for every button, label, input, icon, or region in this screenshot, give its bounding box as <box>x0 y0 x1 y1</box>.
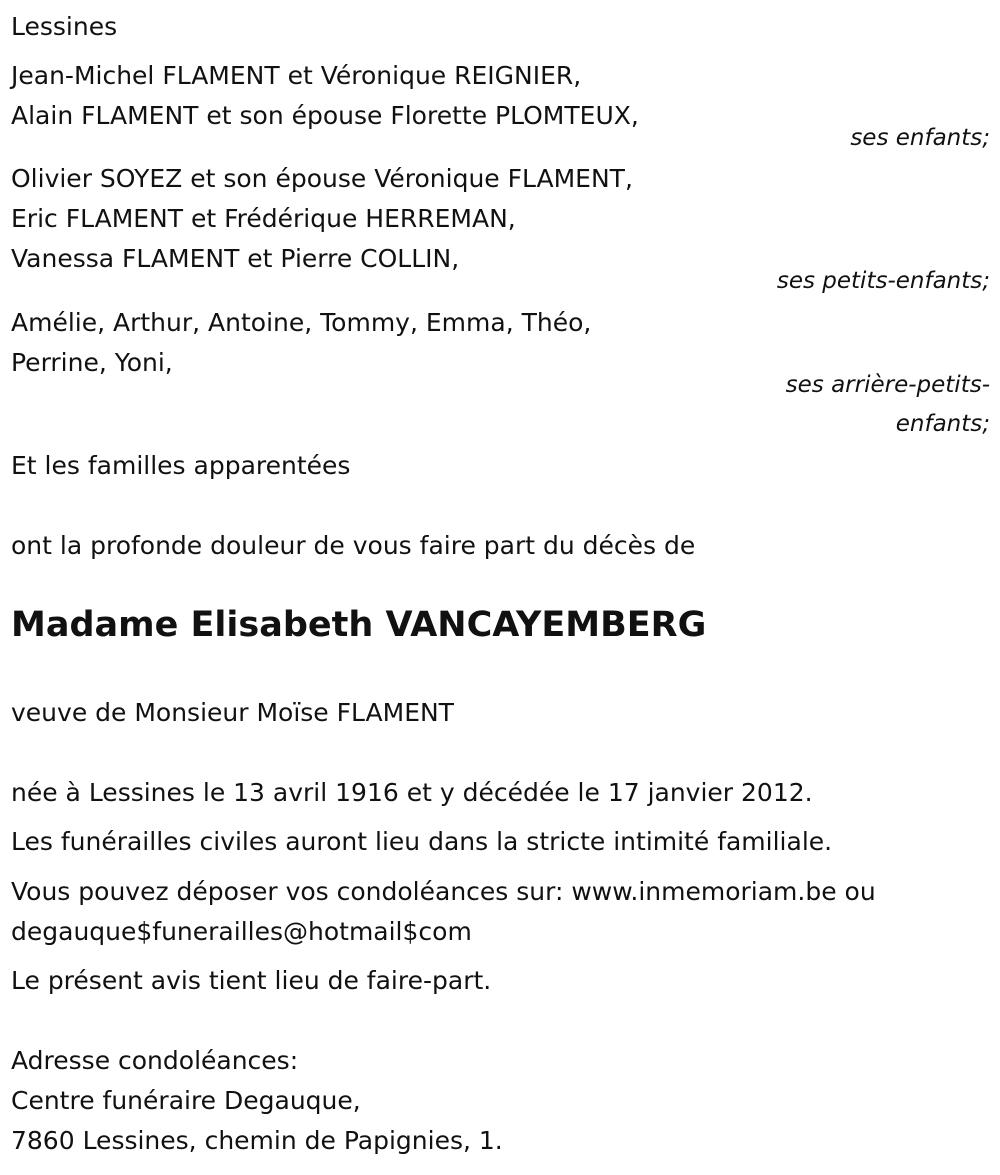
grandchildren-line-1: Olivier SOYEZ et son épouse Véronique FLAMENT, <box>11 164 633 193</box>
deceased-name: Madame Elisabeth VANCAYEMBERG <box>11 605 707 645</box>
condolences-online-line-2: degauque$funerailles@hotmail$com <box>11 917 472 946</box>
grandchildren-line-3: Vanessa FLAMENT et Pierre COLLIN, <box>11 244 460 273</box>
notice-line: Le présent avis tient lieu de faire-part. <box>11 966 492 995</box>
funeral-line: Les funérailles civiles auront lieu dans la stricte intimité familiale. <box>11 827 833 856</box>
children-relation: ses enfants; <box>850 125 990 151</box>
grandchildren-relation: ses petits-enfants; <box>776 268 990 294</box>
great-grandchildren-line-2: Perrine, Yoni, <box>11 348 173 377</box>
condolences-online-line-1: Vous pouvez déposer vos condoléances sur: www.inmemoriam.be ou <box>11 877 876 906</box>
announcement-line: ont la profonde douleur de vous faire part du décès de <box>11 531 696 560</box>
children-line-2: Alain FLAMENT et son épouse Florette PLOMTEUX, <box>11 101 639 130</box>
great-grandchildren-relation-1: ses arrière-petits- <box>785 372 990 398</box>
birth-death-line: née à Lessines le 13 avril 1916 et y décédée le 17 janvier 2012. <box>11 778 813 807</box>
address-line-2: 7860 Lessines, chemin de Papignies, 1. <box>11 1126 503 1155</box>
address-heading: Adresse condoléances: <box>11 1046 299 1075</box>
widow-of-line: veuve de Monsieur Moïse FLAMENT <box>11 698 454 727</box>
families-line: Et les familles apparentées <box>11 451 351 480</box>
address-line-1: Centre funéraire Degauque, <box>11 1086 361 1115</box>
great-grandchildren-relation-2: enfants; <box>895 411 990 437</box>
great-grandchildren-line-1: Amélie, Arthur, Antoine, Tommy, Emma, Théo, <box>11 308 592 337</box>
children-line-1: Jean-Michel FLAMENT et Véronique REIGNIER, <box>11 61 582 90</box>
grandchildren-line-2: Eric FLAMENT et Frédérique HERREMAN, <box>11 204 516 233</box>
city-heading: Lessines <box>11 12 118 41</box>
